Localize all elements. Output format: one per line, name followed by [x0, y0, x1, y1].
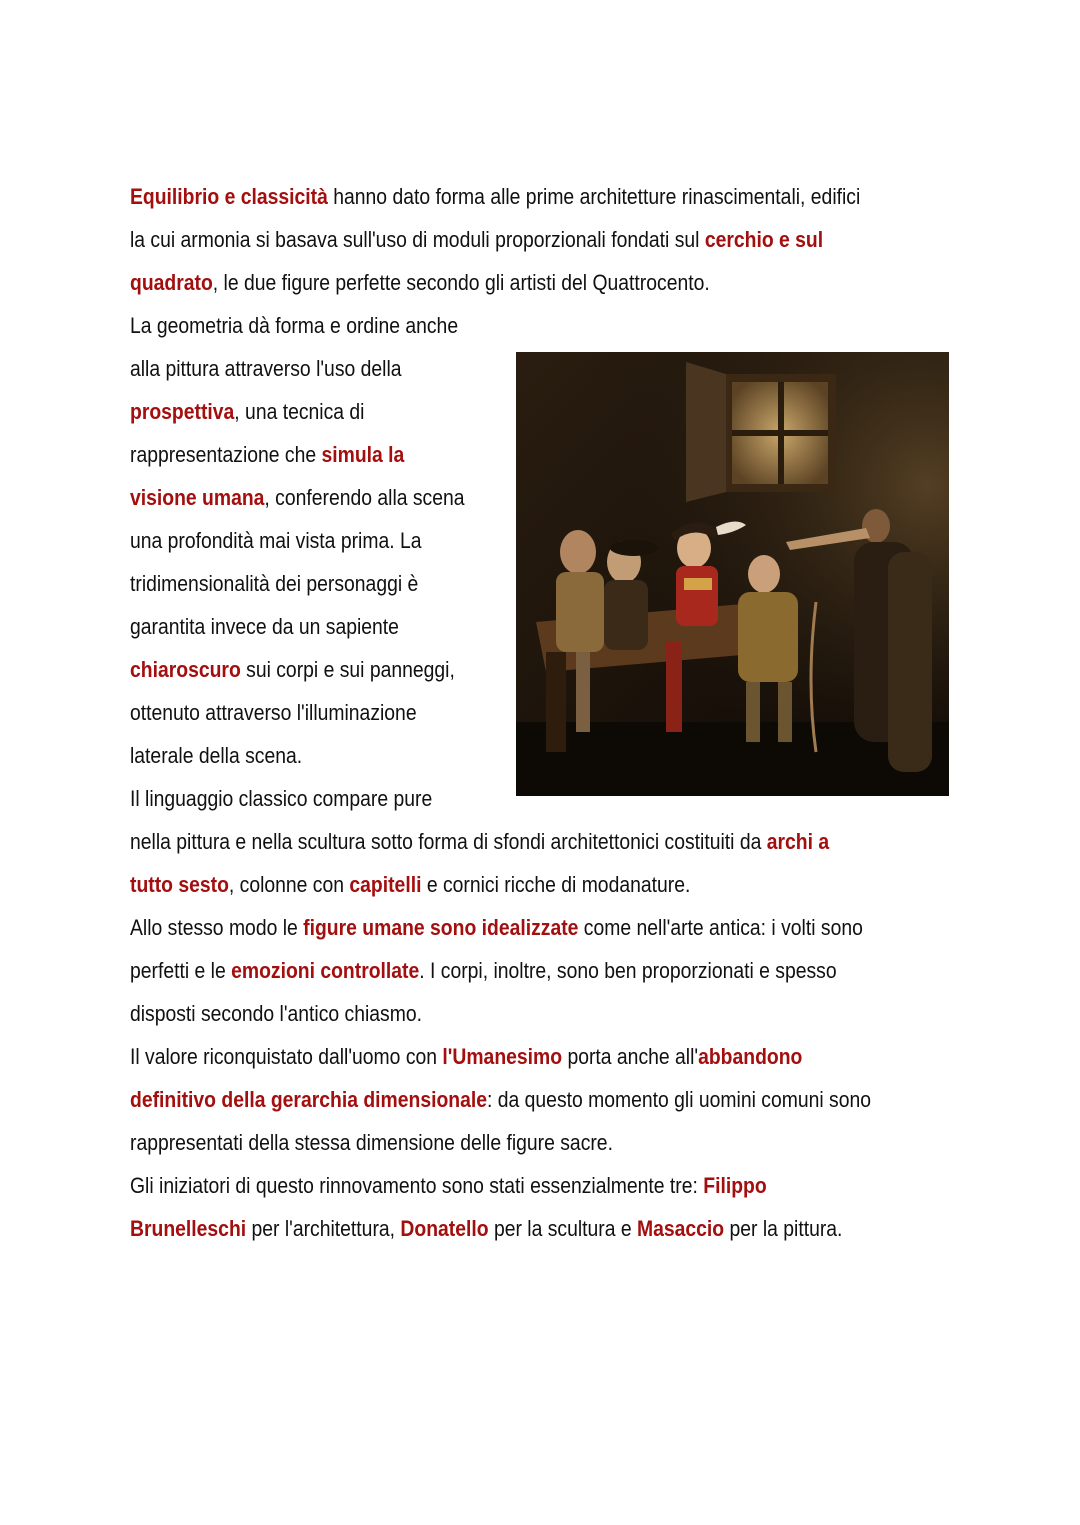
text-segment: come nell'arte antica: i volti sono	[578, 915, 863, 940]
highlighted-term: definitivo della gerarchia dimensionale	[130, 1087, 488, 1112]
text-segment: e cornici ricche di modanature.	[421, 872, 691, 897]
text-line	[130, 863, 835, 906]
highlighted-term: figure umane sono idealizzate	[303, 915, 579, 940]
text-segment: Allo stesso modo le	[130, 915, 304, 940]
text-segment: per la scultura e	[488, 1216, 637, 1241]
text-segment: ottenuto attraverso l'illuminazione	[130, 700, 417, 725]
text-segment: per l'architettura,	[246, 1216, 401, 1241]
text-segment: disposti secondo l'antico chiasmo.	[130, 1001, 422, 1026]
text-line	[130, 175, 861, 218]
text-segment: Il linguaggio classico compare pure	[130, 786, 433, 811]
text-segment: rappresentazione che	[130, 442, 322, 467]
text-segment: una profondità mai vista prima. La	[130, 528, 422, 553]
text-segment: Gli iniziatori di questo rinnovamento sono stati essenzialmente tre:	[130, 1173, 704, 1198]
highlighted-term: abbandono	[698, 1044, 803, 1069]
text-segment: laterale della scena.	[130, 743, 303, 768]
text-segment: hanno dato forma alle prime architetture rinascimentali, edifici	[327, 184, 861, 209]
text-segment: perfetti e le	[130, 958, 232, 983]
text-segment: sui corpi e sui panneggi,	[240, 657, 455, 682]
caravaggio-painting-icon	[516, 352, 949, 796]
text-segment: Il valore riconquistato dall'uomo con	[130, 1044, 443, 1069]
text-line	[130, 1035, 835, 1078]
highlighted-term: quadrato	[130, 270, 213, 295]
text-line	[130, 1164, 835, 1207]
text-segment: alla pittura attraverso l'uso della	[130, 356, 402, 381]
text-line	[130, 1078, 871, 1121]
highlighted-term: emozioni controllate	[231, 958, 420, 983]
highlighted-term: visione umana	[130, 485, 265, 510]
painting-image	[516, 352, 949, 796]
highlighted-term: l'Umanesimo	[442, 1044, 563, 1069]
text-line	[130, 949, 835, 992]
text-line	[130, 906, 863, 949]
text-line	[130, 218, 835, 261]
text-line	[130, 304, 835, 347]
text-line	[130, 1121, 835, 1164]
text-segment: . I corpi, inoltre, sono ben proporzionati e spesso	[419, 958, 837, 983]
text-segment: porta anche all'	[562, 1044, 699, 1069]
text-line	[130, 1207, 843, 1250]
text-segment: La geometria dà forma e ordine anche	[130, 313, 459, 338]
text-segment: , una tecnica di	[234, 399, 365, 424]
highlighted-term: Filippo	[703, 1173, 767, 1198]
highlighted-term: chiaroscuro	[130, 657, 241, 682]
text-segment: , conferendo alla scena	[264, 485, 465, 510]
highlighted-term: prospettiva	[130, 399, 235, 424]
highlighted-term: Donatello	[400, 1216, 489, 1241]
text-line	[130, 261, 835, 304]
text-segment: , le due figure perfette secondo gli artisti del Quattrocento.	[212, 270, 710, 295]
text-line	[130, 820, 835, 863]
highlighted-term: Equilibrio e classicità	[130, 184, 328, 209]
text-segment: : da questo momento gli uomini comuni sono	[487, 1087, 871, 1112]
highlighted-term: cerchio e sul	[704, 227, 824, 252]
text-segment: la cui armonia si basava sull'uso di moduli proporzionali fondati sul	[130, 227, 705, 252]
highlighted-term: capitelli	[349, 872, 422, 897]
highlighted-term: Masaccio	[636, 1216, 725, 1241]
text-segment: garantita invece da un sapiente	[130, 614, 399, 639]
text-segment: nella pittura e nella scultura sotto forma di sfondi architettonici costituiti da	[130, 829, 767, 854]
highlighted-term: tutto sesto	[130, 872, 229, 897]
text-segment: , colonne con	[228, 872, 350, 897]
highlighted-term: Brunelleschi	[130, 1216, 247, 1241]
highlighted-term: archi a	[766, 829, 830, 854]
highlighted-term: simula la	[321, 442, 405, 467]
text-segment: per la pittura.	[724, 1216, 843, 1241]
text-line	[130, 992, 835, 1035]
text-segment: rappresentati della stessa dimensione delle figure sacre.	[130, 1130, 613, 1155]
text-segment: tridimensionalità dei personaggi è	[130, 571, 419, 596]
